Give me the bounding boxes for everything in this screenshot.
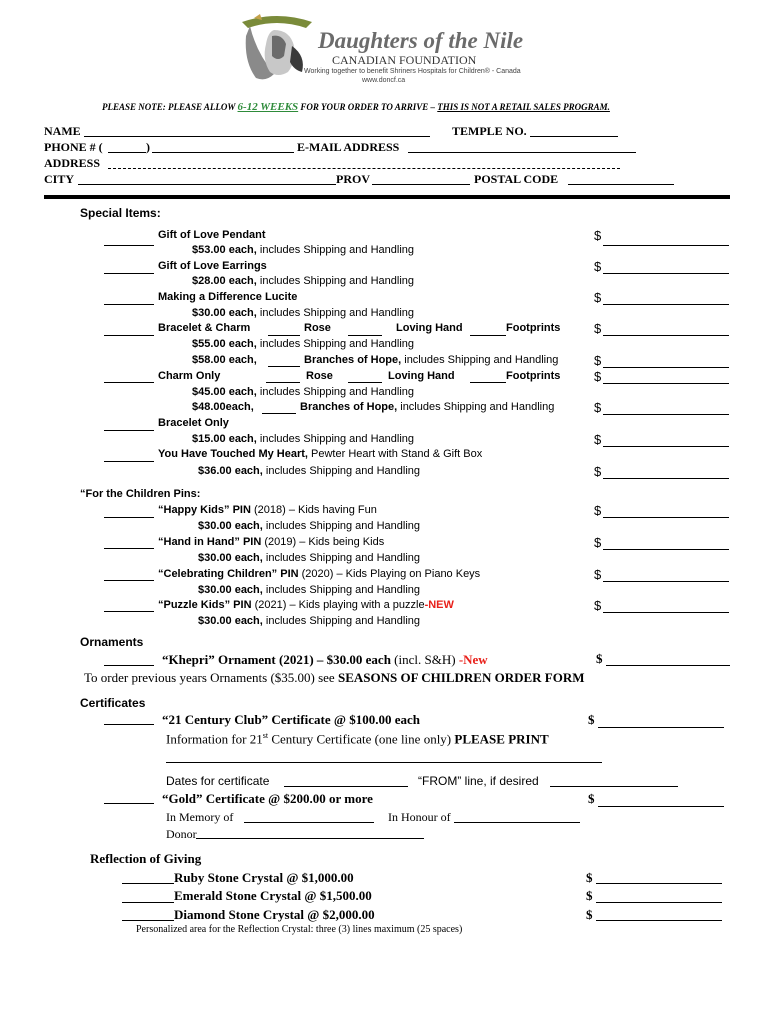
info-print: PLEASE PRINT: [454, 731, 549, 747]
charm-only-label: Charm Only: [158, 370, 221, 382]
pendant-label: Gift of Love Pendant: [158, 229, 266, 241]
postal-label: POSTAL CODE: [474, 172, 559, 186]
lucite-label: Making a Difference Lucite: [158, 291, 298, 303]
pendant-price-line: [192, 244, 414, 256]
khepri-qty-field[interactable]: [104, 665, 154, 666]
puzzle-line: [158, 599, 454, 611]
khepri-dollar: $: [596, 651, 603, 666]
bracelet-only-qty-field[interactable]: [104, 430, 154, 431]
puzzle-desc: (2021) – Kids playing with a puzzle: [251, 599, 425, 611]
email-label: E-MAIL ADDRESS: [297, 140, 400, 154]
co-footprints-field[interactable]: [470, 382, 506, 383]
co-dollar: $: [594, 369, 602, 384]
memory-label: In Memory of: [166, 810, 234, 824]
co-price2-line: [192, 401, 254, 413]
touched-shipping: includes Shipping and Handling: [262, 465, 421, 477]
lucite-shipping: includes Shipping and Handling: [256, 307, 415, 319]
earrings-qty-field[interactable]: [104, 273, 154, 274]
co-price2: $48.00each,: [192, 401, 254, 413]
touched-price-line: [198, 465, 420, 477]
email-field[interactable]: [408, 152, 636, 153]
lucite-amount-field[interactable]: [603, 304, 729, 305]
logo-title: Daughters of the Nile: [318, 28, 524, 53]
info-post: Century Certificate (one line only): [268, 731, 455, 747]
reflection-heading: Reflection of Giving: [90, 851, 202, 866]
certificates-heading: Certificates: [80, 696, 146, 710]
co-rose-label: Rose: [306, 370, 333, 382]
co-branches-shipping: includes Shipping and Handling: [397, 401, 555, 413]
earrings-dollar: $: [594, 259, 602, 274]
bo-dollar: $: [594, 432, 602, 447]
charm-only-qty-field[interactable]: [104, 382, 154, 383]
diamond-qty-field[interactable]: [122, 920, 174, 921]
celebrating-line: [158, 568, 480, 580]
century-dollar: $: [588, 712, 595, 727]
bracelet-charm-label: Bracelet & Charm: [158, 322, 251, 334]
postal-field[interactable]: [568, 184, 674, 185]
celebrating-price-line: [198, 584, 420, 596]
touched-amount-field[interactable]: [603, 478, 729, 479]
hand-amount-field[interactable]: [603, 549, 729, 550]
logo-subtitle: CANADIAN FOUNDATION: [332, 53, 477, 67]
bracelet-charm-qty-field[interactable]: [104, 335, 154, 336]
khepri-label: “Khepri” Ornament (2021) – $30.00 each: [162, 652, 391, 667]
century-info-field[interactable]: [166, 762, 602, 763]
bo-price: $15.00 each,: [192, 433, 257, 445]
celebrating-shipping: includes Shipping and Handling: [262, 584, 421, 596]
lucite-price-line: [192, 307, 414, 319]
emerald-dollar: $: [586, 888, 593, 903]
ruby-qty-field[interactable]: [122, 883, 174, 884]
order-notice: [102, 101, 610, 113]
address-field[interactable]: [108, 168, 620, 169]
lucite-qty-field[interactable]: [104, 304, 154, 305]
pendant-dollar: $: [594, 228, 602, 243]
bc-price1-line: [192, 338, 414, 350]
gold-amount-field[interactable]: [598, 806, 724, 807]
century-label: “21 Century Club” Certificate @ $100.00 each: [162, 712, 420, 727]
co-branches-field[interactable]: [262, 413, 296, 414]
city-field[interactable]: [78, 184, 336, 185]
bc-price1: $55.00 each,: [192, 338, 257, 350]
puzzle-amount-field[interactable]: [603, 612, 729, 613]
pendant-price: $53.00 each,: [192, 244, 257, 256]
pendant-amount-field[interactable]: [603, 245, 729, 246]
ruby-label: Ruby Stone Crystal @ $1,000.00: [174, 870, 354, 885]
khepri-new-tag: -New: [458, 652, 488, 667]
co-branches-line: [300, 401, 554, 413]
name-field[interactable]: [84, 136, 430, 137]
happy-desc: (2018) – Kids having Fun: [250, 504, 377, 516]
ruby-amount-field[interactable]: [596, 883, 722, 884]
happy-label: “Happy Kids” PIN: [158, 504, 251, 516]
info-sup: st: [262, 731, 269, 740]
name-label: NAME: [44, 124, 81, 138]
happy-amount-field[interactable]: [603, 517, 729, 518]
bc-amount-field[interactable]: [603, 335, 729, 336]
celebrating-qty-field[interactable]: [104, 580, 154, 581]
bc-footprints-field[interactable]: [470, 335, 506, 336]
earrings-price: $28.00 each,: [192, 275, 257, 287]
honour-field[interactable]: [454, 822, 580, 823]
bc-branches-dollar: $: [594, 353, 602, 368]
bc-branches-field[interactable]: [268, 366, 300, 367]
century-qty-field[interactable]: [104, 724, 154, 725]
puzzle-qty-field[interactable]: [104, 611, 154, 612]
hand-label: “Hand in Hand” PIN: [158, 536, 262, 548]
logo-url: www.doncf.ca: [362, 77, 406, 84]
phone-label: PHONE # (: [44, 140, 103, 154]
bc-rose-field[interactable]: [268, 335, 300, 336]
ruby-dollar: $: [586, 870, 593, 885]
temple-label: TEMPLE NO.: [452, 124, 527, 138]
co-loving-hand-label: Loving Hand: [388, 370, 455, 382]
dates-field[interactable]: [284, 786, 408, 787]
co-amount-field[interactable]: [603, 383, 729, 384]
from-line-field[interactable]: [550, 786, 678, 787]
puzzle-shipping: includes Shipping and Handling: [262, 615, 421, 627]
lucite-price: $30.00 each,: [192, 307, 257, 319]
celebrating-amount-field[interactable]: [603, 581, 729, 582]
special-items-heading: Special Items:: [80, 206, 161, 220]
bo-amount-field[interactable]: [603, 446, 729, 447]
co-loving-hand-field[interactable]: [348, 382, 382, 383]
touched-label: You Have Touched My Heart,: [158, 448, 308, 460]
puzzle-label: “Puzzle Kids” PIN: [158, 599, 252, 611]
hand-price: $30.00 each,: [198, 552, 263, 564]
co-price1: $45.00 each,: [192, 386, 257, 398]
happy-price-line: [198, 520, 420, 532]
century-amount-field[interactable]: [598, 727, 724, 728]
diamond-label: Diamond Stone Crystal @ $2,000.00: [174, 907, 375, 922]
gold-dollar: $: [588, 791, 595, 806]
bc-price2-line: [192, 354, 257, 366]
co-branches-amount-field[interactable]: [603, 414, 729, 415]
hand-desc: (2019) – Kids being Kids: [261, 536, 385, 548]
previous-form: SEASONS OF CHILDREN ORDER FORM: [337, 670, 585, 685]
hand-qty-field[interactable]: [104, 548, 154, 549]
notice-weeks: 6-12 WEEKS: [237, 101, 299, 113]
century-info-line: [166, 731, 549, 747]
hand-dollar: $: [594, 535, 602, 550]
previous-ornaments-line: [84, 670, 585, 686]
phone-close: ): [146, 140, 150, 154]
earrings-amount-field[interactable]: [603, 273, 729, 274]
bc-footprints-label: Footprints: [506, 322, 561, 334]
bc-loving-hand-field[interactable]: [348, 335, 382, 336]
puzzle-dollar: $: [594, 598, 602, 613]
touched-line: [158, 448, 482, 460]
memory-field[interactable]: [244, 822, 374, 823]
bo-price-line: [192, 433, 414, 445]
notice-mid: FOR YOUR ORDER TO ARRIVE –: [298, 102, 438, 112]
donor-label: Donor: [166, 827, 197, 841]
celebrating-dollar: $: [594, 567, 602, 582]
happy-dollar: $: [594, 503, 602, 518]
puzzle-price-line: [198, 615, 420, 627]
co-branches-dollar: $: [594, 400, 602, 415]
diamond-dollar: $: [586, 907, 593, 922]
dates-label: Dates for certificate: [166, 774, 270, 788]
bc-price1-shipping: includes Shipping and Handling: [256, 338, 415, 350]
touched-price: $36.00 each,: [198, 465, 263, 477]
pendant-qty-field[interactable]: [104, 245, 154, 246]
celebrating-desc: (2020) – Kids Playing on Piano Keys: [298, 568, 481, 580]
notice-retail: THIS IS NOT A RETAIL SALES PROGRAM.: [437, 102, 610, 112]
from-line-label: “FROM” line, if desired: [418, 774, 539, 788]
co-price1-line: [192, 386, 414, 398]
emerald-amount-field[interactable]: [596, 902, 722, 903]
puzzle-new-tag: -NEW: [424, 599, 454, 611]
emerald-qty-field[interactable]: [122, 902, 174, 903]
pins-heading: “For the Children Pins:: [80, 488, 201, 500]
touched-desc: Pewter Heart with Stand & Gift Box: [307, 448, 483, 460]
khepri-incl: (incl. S&H): [390, 652, 459, 667]
happy-price: $30.00 each,: [198, 520, 263, 532]
co-rose-field[interactable]: [266, 382, 300, 383]
earrings-label: Gift of Love Earrings: [158, 260, 267, 272]
earrings-price-line: [192, 275, 414, 287]
celebrating-price: $30.00 each,: [198, 584, 263, 596]
bracelet-only-label: Bracelet Only: [158, 417, 229, 429]
hand-shipping: includes Shipping and Handling: [262, 552, 421, 564]
touched-dollar: $: [594, 464, 602, 479]
celebrating-label: “Celebrating Children” PIN: [158, 568, 299, 580]
phone-field[interactable]: [152, 152, 294, 153]
bc-branches-line: [304, 354, 558, 366]
bc-branches-label: Branches of Hope,: [304, 354, 402, 366]
happy-line: [158, 504, 377, 516]
co-branches-label: Branches of Hope,: [300, 401, 398, 413]
touched-qty-field[interactable]: [104, 461, 154, 462]
gold-label: “Gold” Certificate @ $200.00 or more: [162, 791, 373, 806]
emerald-label: Emerald Stone Crystal @ $1,500.00: [174, 888, 372, 903]
khepri-amount-field[interactable]: [606, 665, 730, 666]
reflection-note: Personalized area for the Reflection Crystal: three (3) lines maximum (25 spaces): [136, 924, 463, 935]
happy-qty-field[interactable]: [104, 517, 154, 518]
ornaments-heading: Ornaments: [80, 635, 144, 649]
section-divider: [44, 195, 730, 199]
honour-label: In Honour of: [388, 810, 451, 824]
puzzle-price: $30.00 each,: [198, 615, 263, 627]
prov-label: PROV: [336, 172, 370, 186]
info-pre: Information for 21: [166, 731, 263, 747]
temple-field[interactable]: [530, 136, 618, 137]
bc-branches-shipping: includes Shipping and Handling: [401, 354, 559, 366]
bc-dollar: $: [594, 321, 602, 336]
bc-loving-hand-label: Loving Hand: [396, 322, 463, 334]
pendant-shipping: includes Shipping and Handling: [256, 244, 415, 256]
gold-qty-field[interactable]: [104, 803, 154, 804]
logo-tagline: Working together to benefit Shriners Hospitals for Children® - Canada: [304, 68, 521, 75]
bc-rose-label: Rose: [304, 322, 331, 334]
co-footprints-label: Footprints: [506, 370, 561, 382]
bo-shipping: includes Shipping and Handling: [256, 433, 415, 445]
co-price1-shipping: includes Shipping and Handling: [256, 386, 415, 398]
bc-price2: $58.00 each,: [192, 354, 257, 366]
hand-price-line: [198, 552, 420, 564]
happy-shipping: includes Shipping and Handling: [262, 520, 421, 532]
prov-field[interactable]: [372, 184, 470, 185]
khepri-line: [162, 652, 488, 668]
donor-field[interactable]: [196, 838, 424, 839]
diamond-amount-field[interactable]: [596, 920, 722, 921]
address-label: ADDRESS: [44, 156, 101, 170]
bc-branches-amount-field[interactable]: [603, 367, 729, 368]
earrings-shipping: includes Shipping and Handling: [256, 275, 415, 287]
previous-pre: To order previous years Ornaments ($35.00) see: [84, 670, 338, 685]
hand-line: [158, 536, 384, 548]
notice-pre: PLEASE NOTE: PLEASE ALLOW: [102, 102, 238, 112]
lucite-dollar: $: [594, 290, 602, 305]
phone-area-field[interactable]: [108, 152, 146, 153]
city-label: CITY: [44, 172, 75, 186]
